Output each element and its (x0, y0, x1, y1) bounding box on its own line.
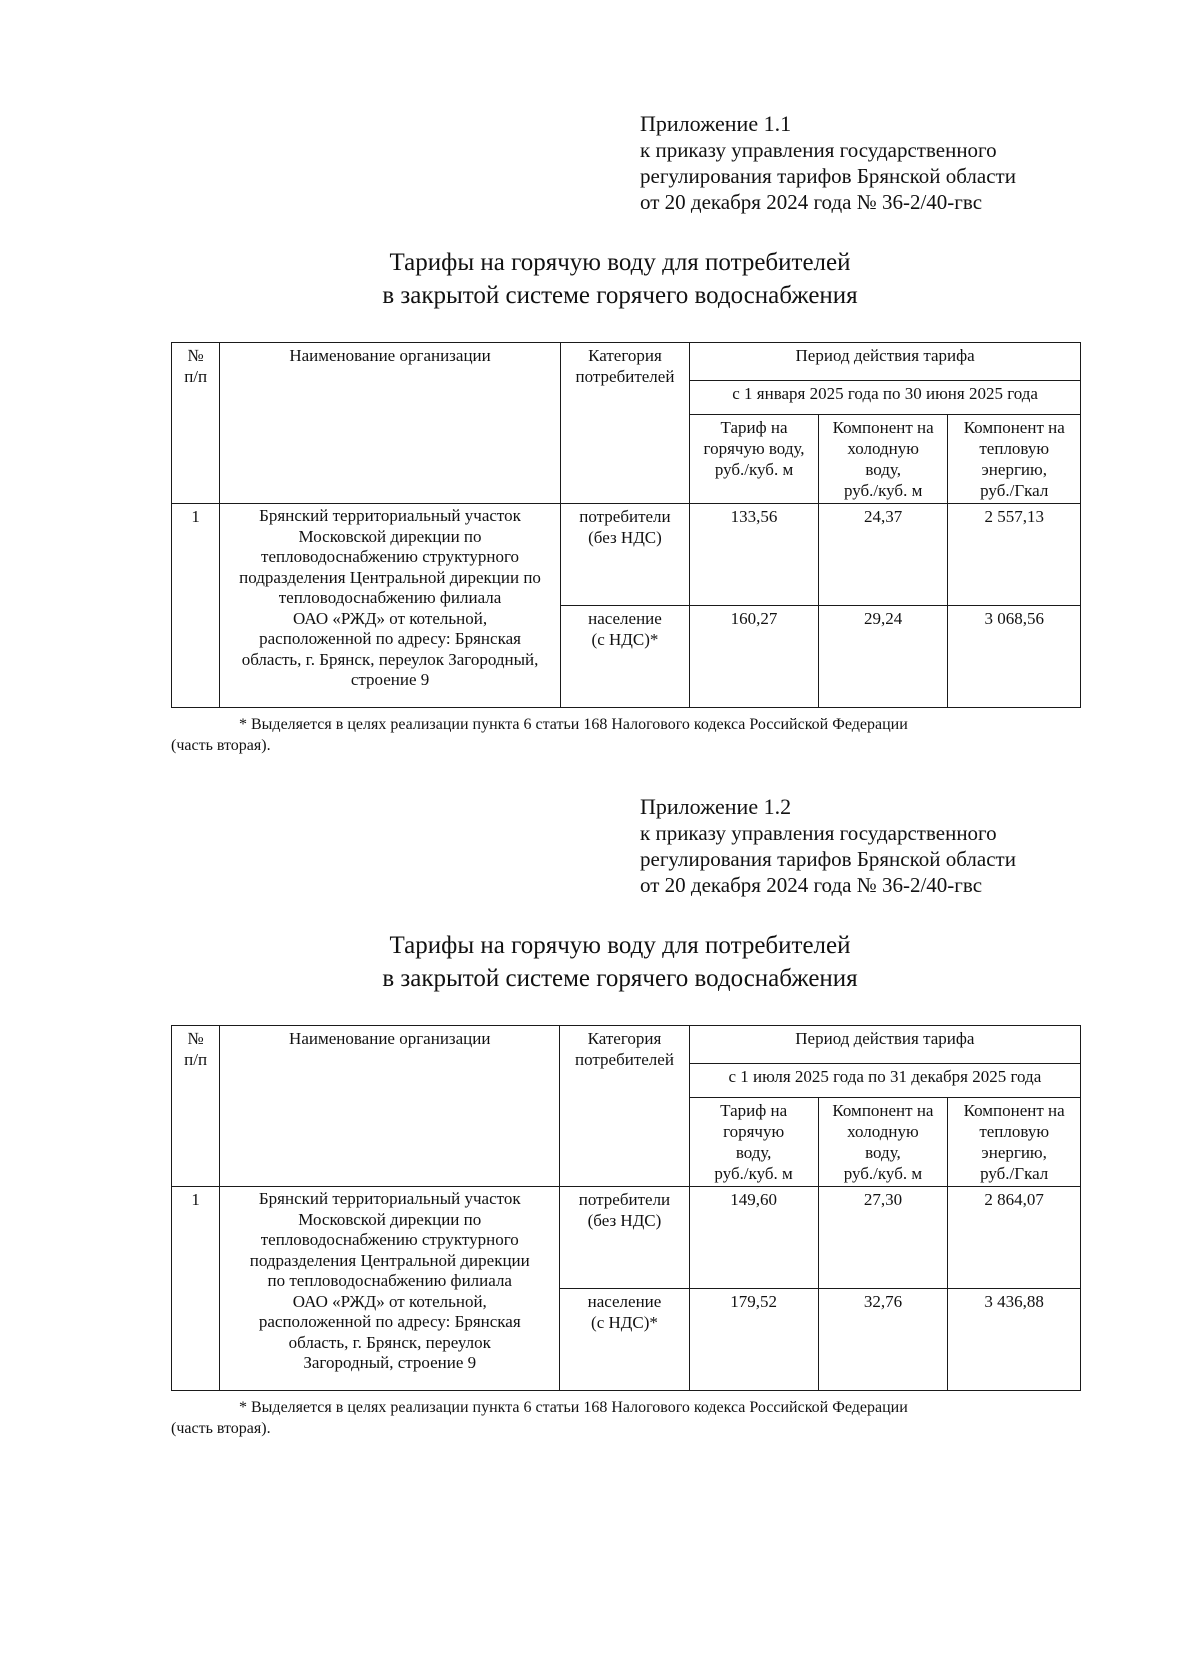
appendix-line: регулирования тарифов Брянской области (640, 847, 1016, 871)
tariff-value: 149,60 (689, 1187, 818, 1289)
heat-energy-value: 3 436,88 (948, 1289, 1081, 1391)
cold-water-value: 24,37 (818, 504, 948, 606)
heat-energy-value: 2 557,13 (948, 504, 1081, 606)
category-cell: население (с НДС)* (560, 606, 690, 708)
footnote-line: * Выделяется в целях реализации пункта 6 статьи 168 Налогового кодекса Российской Федерации (239, 716, 908, 733)
header-tariff: Тариф на горячую воду, руб./куб. м (690, 415, 819, 504)
heat-energy-value: 3 068,56 (948, 606, 1081, 708)
document-title (160, 246, 1080, 312)
header-period-range: с 1 января 2025 года по 30 июня 2025 года (690, 381, 1081, 415)
document-title (160, 929, 1080, 995)
heat-energy-value: 2 864,07 (948, 1187, 1081, 1289)
header-number: № п/п (172, 343, 220, 504)
tariff-table (171, 1025, 1081, 1391)
title-line: Тарифы на горячую воду для потребителей (389, 249, 851, 276)
header-tariff: Тариф на горячую воду, руб./куб. м (689, 1098, 818, 1187)
header-org-name: Наименование организации (220, 343, 560, 504)
header-cold-water: Компонент на холодную воду, руб./куб. м (818, 1098, 948, 1187)
header-period: Период действия тарифа (689, 1026, 1080, 1064)
row-number: 1 (172, 504, 220, 708)
header-heat-energy: Компонент на тепловую энергию, руб./Гкал (948, 1098, 1081, 1187)
tariff-value: 160,27 (690, 606, 819, 708)
appendix-number: Приложение 1.2 (640, 794, 792, 819)
header-category: Категория потребителей (560, 1026, 689, 1187)
appendix-line: от 20 декабря 2024 года № 36-2/40-гвс (640, 190, 983, 214)
appendix-line: к приказу управления государственного (640, 138, 997, 162)
title-line: Тарифы на горячую воду для потребителей (389, 932, 851, 959)
footnote-line: (часть вторая). (171, 737, 271, 754)
header-org-name: Наименование организации (220, 1026, 560, 1187)
table-row (172, 504, 1081, 606)
footnote-line: * Выделяется в целях реализации пункта 6 статьи 168 Налогового кодекса Российской Федерации (239, 1399, 908, 1416)
cold-water-value: 29,24 (818, 606, 948, 708)
header-period: Период действия тарифа (690, 343, 1081, 381)
appendix-line: к приказу управления государственного (640, 821, 997, 845)
row-number: 1 (172, 1187, 220, 1391)
footnote-line: (часть вторая). (171, 1420, 271, 1437)
category-cell: население (с НДС)* (560, 1289, 689, 1391)
title-line: в закрытой системе горячего водоснабжения (382, 965, 858, 992)
appendix-number: Приложение 1.1 (640, 111, 792, 136)
table-row (172, 1187, 1081, 1289)
footnote (171, 1397, 1086, 1439)
appendix-line: от 20 декабря 2024 года № 36-2/40-гвс (640, 873, 983, 897)
footnote (171, 714, 1086, 756)
appendix-line: регулирования тарифов Брянской области (640, 164, 1016, 188)
appendix-header (640, 110, 1160, 215)
tariff-value: 179,52 (689, 1289, 818, 1391)
org-name-cell: Брянский территориальный участок Московской дирекции по тепловодоснабжению структурного подразделения Центральной дирекции по тепловодоснабжению филиала ОАО «РЖД» от котельной, расположенной по адресу: Брянская область, г. Брянск, переулок Загородный, строение 9 (220, 504, 560, 708)
header-number: № п/п (172, 1026, 220, 1187)
tariff-table (171, 342, 1081, 708)
category-cell: потребители (без НДС) (560, 1187, 689, 1289)
header-heat-energy: Компонент на тепловую энергию, руб./Гкал (948, 415, 1081, 504)
header-period-range: с 1 июля 2025 года по 31 декабря 2025 года (689, 1064, 1080, 1098)
cold-water-value: 32,76 (818, 1289, 948, 1391)
appendix-header (640, 793, 1160, 898)
title-line: в закрытой системе горячего водоснабжения (382, 282, 858, 309)
header-category: Категория потребителей (560, 343, 690, 504)
org-name-cell: Брянский территориальный участок Московской дирекции по тепловодоснабжению структурного подразделения Центральной дирекции по тепловодоснабжению филиала ОАО «РЖД» от котельной, расположенной по адресу: Брянская область, г. Брянск, переулок Загородный, строение 9 (220, 1187, 560, 1391)
cold-water-value: 27,30 (818, 1187, 948, 1289)
header-cold-water: Компонент на холодную воду, руб./куб. м (818, 415, 948, 504)
category-cell: потребители (без НДС) (560, 504, 690, 606)
tariff-value: 133,56 (690, 504, 819, 606)
